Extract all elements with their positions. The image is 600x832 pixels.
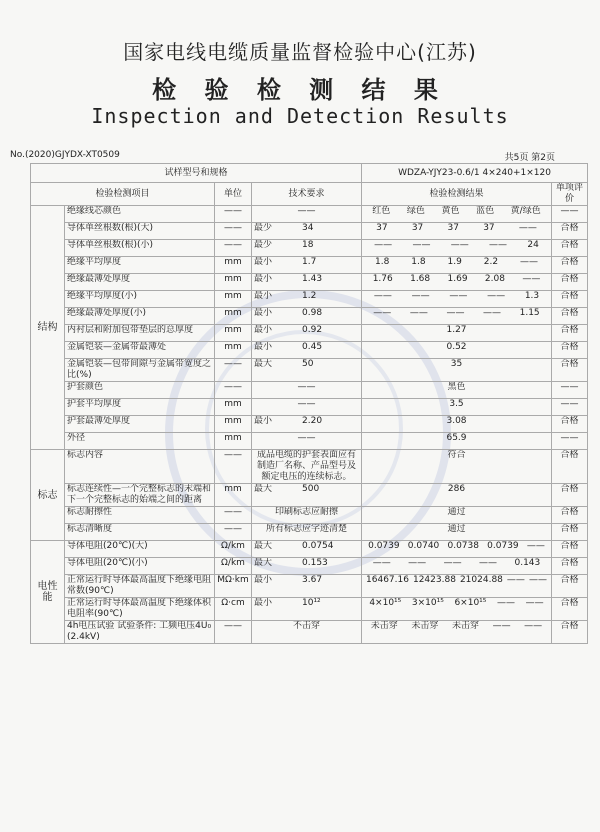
section-label: 结构 — [31, 206, 65, 450]
item-evaluation: 合格 — [552, 507, 588, 524]
result-core-value: 蓝色 — [476, 206, 495, 216]
item-requirement — [252, 223, 362, 240]
result-core-value: —— — [522, 274, 541, 284]
item-evaluation: 合格 — [552, 558, 588, 575]
item-evaluation: 合格 — [552, 575, 588, 598]
result-core-value: —— — [497, 598, 516, 608]
organization-name: 国家电线电缆质量监督检验中心(江苏) — [123, 40, 477, 64]
item-name: 正常运行时导体最高温度下绝缘体积电阻率(90℃) — [65, 598, 215, 621]
result-core-value: 3×10¹⁵ — [411, 598, 444, 608]
requirement-limit-type: 最小 — [254, 325, 273, 335]
requirement-limit-type: 最小 — [254, 274, 273, 284]
table-row — [31, 524, 588, 541]
col-eval: 单项评价 — [552, 183, 588, 206]
table-row — [31, 325, 588, 342]
item-unit: —— — [215, 382, 252, 399]
item-name: 外径 — [65, 433, 215, 450]
result-core-value: 6×10¹⁵ — [454, 598, 487, 608]
col-unit: 单位 — [215, 183, 252, 206]
result-core-value: —— — [526, 541, 545, 551]
item-name: 导体单丝根数(根)(大) — [65, 223, 215, 240]
result-core-value: 0.0739 — [368, 541, 400, 551]
item-requirement — [252, 240, 362, 257]
result-core-value: —— — [373, 291, 392, 301]
item-requirement — [252, 325, 362, 342]
result-core-value: 24 — [527, 240, 539, 250]
requirement-value: 1.7 — [302, 257, 317, 267]
result-value: 286 — [362, 484, 552, 507]
result-core-value: —— — [518, 223, 537, 233]
item-requirement: 印刷标志应耐擦 — [252, 507, 362, 524]
item-name: 绝缘平均厚度 — [65, 257, 215, 274]
item-unit: mm — [215, 308, 252, 325]
item-requirement — [252, 484, 362, 507]
spec-label: 试样型号和规格 — [31, 164, 362, 183]
item-requirement — [252, 291, 362, 308]
item-name: 标志耐擦性 — [65, 507, 215, 524]
item-name: 绝缘最薄处厚度(小) — [65, 308, 215, 325]
result-value: 通过 — [362, 507, 552, 524]
item-name: 导体电阻(20℃)(小) — [65, 558, 215, 575]
item-unit: mm — [215, 257, 252, 274]
result-core-value: —— — [487, 291, 506, 301]
requirement-limit-type: 最小 — [254, 342, 273, 352]
result-core-value: 0.0740 — [407, 541, 440, 551]
item-evaluation: —— — [552, 382, 588, 399]
item-unit: mm — [215, 416, 252, 433]
item-evaluation: 合格 — [552, 484, 588, 507]
result-core-value: —— — [524, 621, 543, 631]
result-value: 3.5 — [362, 399, 552, 416]
table-row — [31, 308, 588, 325]
result-core-value: 未击穿 — [411, 621, 439, 631]
item-evaluation: 合格 — [552, 342, 588, 359]
result-values — [362, 575, 552, 598]
item-name: 护套最薄处厚度 — [65, 416, 215, 433]
item-evaluation: 合格 — [552, 359, 588, 382]
result-core-value: 16467.16 — [366, 575, 409, 585]
item-requirement: 所有标志应字迹清楚 — [252, 524, 362, 541]
result-core-value: 1.69 — [447, 274, 468, 284]
result-core-value: 37 — [411, 223, 424, 233]
result-core-value: —— — [489, 240, 508, 250]
requirement-limit-type: 最大 — [254, 484, 273, 494]
col-req: 技术要求 — [252, 183, 362, 206]
item-evaluation: 合格 — [552, 416, 588, 433]
page-title-cn: 检 验 检 测 结 果 — [152, 76, 448, 104]
item-requirement: 成品电缆的护套表面应有制造厂名称、产品型号及额定电压的连续标志。 — [252, 450, 362, 484]
item-evaluation: —— — [552, 433, 588, 450]
result-core-value: —— — [373, 308, 392, 318]
table-row — [31, 558, 588, 575]
item-evaluation: 合格 — [552, 308, 588, 325]
item-unit: —— — [215, 240, 252, 257]
item-name: 绝缘平均厚度(小) — [65, 291, 215, 308]
requirement-limit-type: 最小 — [254, 575, 273, 585]
result-value: 0.52 — [362, 342, 552, 359]
table-row — [31, 359, 588, 382]
item-name: 护套颜色 — [65, 382, 215, 399]
result-core-value: —— — [408, 558, 427, 568]
item-unit: —— — [215, 450, 252, 484]
result-value: 65.9 — [362, 433, 552, 450]
item-requirement — [252, 274, 362, 291]
item-unit: mm — [215, 399, 252, 416]
result-core-value: —— — [528, 575, 547, 585]
item-name: 标志内容 — [65, 450, 215, 484]
table-row — [31, 257, 588, 274]
result-core-value: 1.8 — [411, 257, 426, 267]
results-table — [30, 163, 588, 644]
result-core-value: 未击穿 — [451, 621, 479, 631]
table-row — [31, 399, 588, 416]
result-core-value: —— — [520, 257, 539, 267]
document-number: No.(2020)GJYDX-XT0509 — [10, 150, 120, 160]
requirement-value: 0.0754 — [302, 541, 334, 551]
table-row — [31, 621, 588, 644]
item-unit: MΩ·km — [215, 575, 252, 598]
result-core-value: 黄/绿色 — [510, 206, 541, 216]
result-core-value: 4×10¹⁵ — [369, 598, 402, 608]
result-core-value: —— — [374, 240, 393, 250]
item-unit: —— — [215, 507, 252, 524]
table-row — [31, 541, 588, 558]
table-row — [31, 240, 588, 257]
result-values — [362, 308, 552, 325]
result-values — [362, 257, 552, 274]
result-core-value: 2.2 — [483, 257, 499, 267]
result-core-value: 未击穿 — [370, 621, 398, 631]
item-name: 标志连续性—一个完整标志的末端和下一个完整标志的始端之间的距离 — [65, 484, 215, 507]
item-evaluation: 合格 — [552, 325, 588, 342]
item-unit: —— — [215, 206, 252, 223]
requirement-value: 18 — [302, 240, 314, 250]
item-unit: mm — [215, 291, 252, 308]
requirement-limit-type: 最小 — [254, 416, 273, 426]
table-row — [31, 450, 588, 484]
item-evaluation: 合格 — [552, 291, 588, 308]
requirement-value: 3.67 — [302, 575, 323, 585]
item-evaluation: —— — [552, 206, 588, 223]
item-requirement — [252, 598, 362, 621]
result-core-value: —— — [449, 291, 468, 301]
result-core-value: 0.0738 — [447, 541, 479, 551]
result-core-value: 1.15 — [519, 308, 540, 318]
item-requirement: —— — [252, 382, 362, 399]
requirement-value: 1.43 — [302, 274, 323, 284]
requirement-value: 10¹² — [302, 598, 321, 608]
item-unit: Ω/km — [215, 558, 252, 575]
result-core-value: 红色 — [372, 206, 391, 216]
item-evaluation: 合格 — [552, 598, 588, 621]
item-evaluation: 合格 — [552, 541, 588, 558]
item-evaluation: 合格 — [552, 223, 588, 240]
item-unit: Ω/km — [215, 541, 252, 558]
result-values — [362, 541, 552, 558]
result-core-value: 1.3 — [524, 291, 540, 301]
requirement-limit-type: 最少 — [254, 240, 273, 250]
result-core-value: 1.9 — [447, 257, 462, 267]
table-row — [31, 206, 588, 223]
item-evaluation: 合格 — [552, 450, 588, 484]
result-core-value: —— — [446, 308, 465, 318]
requirement-value: 500 — [302, 484, 320, 494]
item-unit: mm — [215, 484, 252, 507]
table-row — [31, 382, 588, 399]
item-requirement — [252, 541, 362, 558]
spec-value: WDZA-YJY23-0.6/1 4×240+1×120 — [362, 164, 588, 183]
item-name: 绝缘线芯颜色 — [65, 206, 215, 223]
requirement-value: 0.45 — [302, 342, 323, 352]
section-label: 电性能 — [31, 541, 65, 644]
requirement-limit-type: 最少 — [254, 223, 273, 233]
col-item: 检验检测项目 — [31, 183, 215, 206]
item-requirement — [252, 308, 362, 325]
item-evaluation: —— — [552, 399, 588, 416]
table-row — [31, 416, 588, 433]
result-values — [362, 558, 552, 575]
item-evaluation: 合格 — [552, 621, 588, 644]
item-unit: mm — [215, 274, 252, 291]
requirement-limit-type: 最小 — [254, 598, 273, 608]
table-row — [31, 223, 588, 240]
page-title-en: Inspection and Detection Results — [91, 104, 509, 128]
requirement-limit-type: 最小 — [254, 257, 273, 267]
result-values — [362, 621, 552, 644]
item-evaluation: 合格 — [552, 274, 588, 291]
item-evaluation: 合格 — [552, 524, 588, 541]
item-unit: —— — [215, 621, 252, 644]
item-requirement — [252, 416, 362, 433]
item-evaluation: 合格 — [552, 240, 588, 257]
result-core-value: —— — [372, 558, 391, 568]
result-values — [362, 291, 552, 308]
result-core-value: 0.0739 — [487, 541, 519, 551]
result-core-value: —— — [525, 598, 544, 608]
item-requirement: —— — [252, 433, 362, 450]
item-unit: mm — [215, 433, 252, 450]
table-row — [31, 291, 588, 308]
result-core-value: —— — [443, 558, 462, 568]
result-core-value: 37 — [376, 223, 388, 233]
result-core-value: 绿色 — [406, 206, 425, 216]
result-core-value: 12423.88 — [412, 575, 456, 585]
page-count: 共5页 第2页 — [504, 153, 555, 163]
item-name: 导体单丝根数(根)(小) — [65, 240, 215, 257]
result-core-value: —— — [483, 308, 502, 318]
table-row — [31, 274, 588, 291]
requirement-value: 34 — [302, 223, 314, 233]
result-value: 35 — [362, 359, 552, 382]
item-name: 护套平均厚度 — [65, 399, 215, 416]
table-row — [31, 598, 588, 621]
table-row — [31, 575, 588, 598]
table-row — [31, 433, 588, 450]
item-name: 绝缘最薄处厚度 — [65, 274, 215, 291]
result-core-value: 21024.88 — [459, 575, 503, 585]
result-core-value: —— — [479, 558, 498, 568]
requirement-limit-type: 最大 — [254, 558, 273, 568]
table-row — [31, 342, 588, 359]
result-value: 3.08 — [362, 416, 552, 433]
result-core-value: 37 — [447, 223, 459, 233]
item-name: 4h电压试验 试验条件: 工频电压4U₀ (2.4kV) — [65, 621, 215, 644]
result-core-value: 0.143 — [514, 558, 541, 568]
result-value: 符合 — [362, 450, 552, 484]
item-name: 正常运行时导体最高温度下绝缘电阻常数(90℃) — [65, 575, 215, 598]
item-requirement: 不击穿 — [252, 621, 362, 644]
result-value: 1.27 — [362, 325, 552, 342]
result-values — [362, 223, 552, 240]
item-requirement — [252, 257, 362, 274]
result-core-value: —— — [506, 575, 525, 585]
requirement-limit-type: 最大 — [254, 359, 273, 369]
item-unit: —— — [215, 223, 252, 240]
item-requirement — [252, 575, 362, 598]
result-values — [362, 598, 552, 621]
result-core-value: 2.08 — [484, 274, 505, 284]
item-unit: mm — [215, 342, 252, 359]
result-core-value: 1.76 — [372, 274, 393, 284]
item-unit: mm — [215, 325, 252, 342]
requirement-value: 1.2 — [302, 291, 317, 301]
result-values — [362, 240, 552, 257]
result-core-value: 黄色 — [441, 206, 460, 216]
item-unit: Ω·cm — [215, 598, 252, 621]
result-core-value: 37 — [483, 223, 495, 233]
requirement-limit-type: 最小 — [254, 291, 273, 301]
result-core-value: —— — [450, 240, 469, 250]
item-requirement — [252, 359, 362, 382]
requirement-value: 0.98 — [302, 308, 323, 318]
item-name: 金属铠装—金属带最薄处 — [65, 342, 215, 359]
item-evaluation: 合格 — [552, 257, 588, 274]
item-name: 导体电阻(20℃)(大) — [65, 541, 215, 558]
requirement-limit-type: 最大 — [254, 541, 273, 551]
item-requirement — [252, 558, 362, 575]
result-core-value: —— — [412, 240, 431, 250]
item-unit: —— — [215, 359, 252, 382]
result-core-value: —— — [411, 291, 430, 301]
item-unit: —— — [215, 524, 252, 541]
section-label: 标志 — [31, 450, 65, 541]
result-values — [362, 206, 552, 223]
item-requirement: —— — [252, 206, 362, 223]
item-name: 标志清晰度 — [65, 524, 215, 541]
col-result: 检验检测结果 — [362, 183, 552, 206]
result-value: 黑色 — [362, 382, 552, 399]
item-requirement — [252, 342, 362, 359]
requirement-limit-type: 最小 — [254, 308, 273, 318]
result-core-value: —— — [492, 621, 511, 631]
result-values — [362, 274, 552, 291]
requirement-value: 2.20 — [302, 416, 323, 426]
item-name: 内衬层和附加包带垫层的总厚度 — [65, 325, 215, 342]
item-name: 金属铠装—包带间隙与金属带宽度之比(%) — [65, 359, 215, 382]
result-core-value: 1.68 — [410, 274, 431, 284]
table-row — [31, 507, 588, 524]
item-requirement: —— — [252, 399, 362, 416]
result-value: 通过 — [362, 524, 552, 541]
table-row — [31, 484, 588, 507]
requirement-value: 0.92 — [302, 325, 323, 335]
requirement-value: 50 — [302, 359, 314, 369]
result-core-value: 1.8 — [374, 257, 390, 267]
requirement-value: 0.153 — [302, 558, 328, 568]
result-core-value: —— — [409, 308, 428, 318]
